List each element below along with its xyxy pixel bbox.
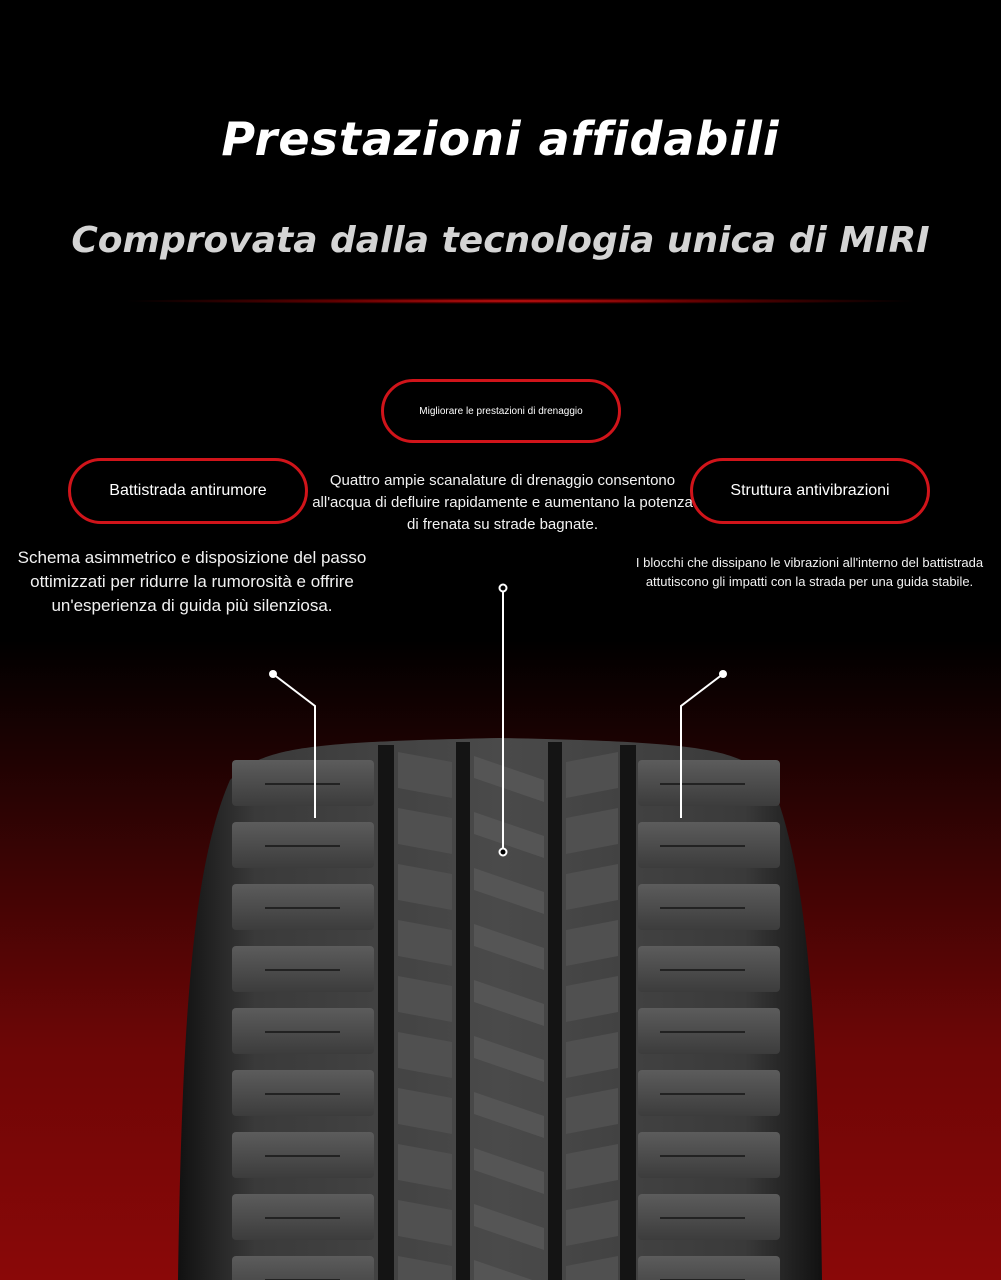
tread-groove: [378, 745, 394, 1280]
vibration-feature-label: Struttura antivibrazioni: [730, 482, 890, 499]
vibration-callout-dot: [719, 670, 727, 678]
tread-groove: [548, 742, 562, 1280]
page-subtitle: Comprovata dalla tecnologia unica di MIRI: [71, 220, 930, 261]
noise-feature-label: Battistrada antirumore: [109, 482, 267, 499]
tread-blocks-right: [638, 760, 780, 1280]
tread-block: [232, 1256, 374, 1280]
page-title: Prestazioni affidabili: [221, 112, 780, 166]
tread-groove: [456, 742, 470, 1280]
drainage-feature-label: Migliorare le prestazioni di drenaggio: [419, 405, 583, 417]
drainage-callout-dot-top: [500, 585, 507, 592]
tread-block: [638, 1256, 780, 1280]
vibration-feature-description: I blocchi che dissipano le vibrazioni all'interno del battistrada attutiscono gli impatti con la strada per una guida stabile.: [635, 555, 984, 589]
drainage-callout-dot-bottom: [500, 849, 507, 856]
tread-blocks-left: [232, 760, 374, 1280]
noise-feature-description: Schema asimmetrico e disposizione del passo ottimizzati per ridurre la rumorosità e offrire un'esperienza di guida più silenziosa.: [17, 548, 367, 615]
tread-groove: [620, 745, 636, 1280]
noise-callout-dot: [269, 670, 277, 678]
drainage-feature-description: Quattro ampie scanalature di drenaggio consentono all'acqua di defluire rapidamente e aumentano la potenza di frenata su strade bagnate.: [312, 472, 693, 533]
